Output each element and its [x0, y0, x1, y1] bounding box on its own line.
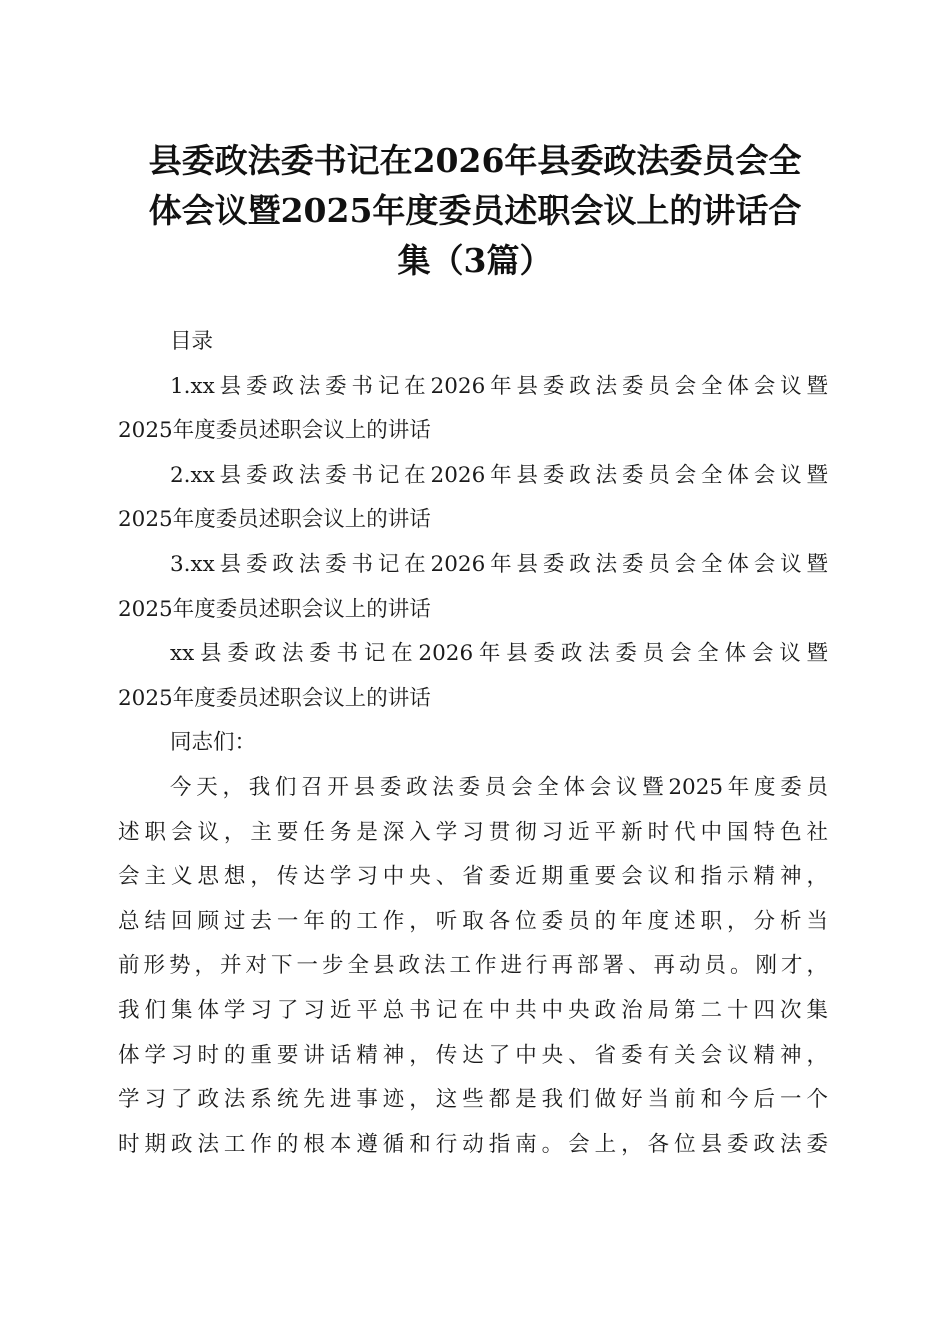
paragraph-line: 今天，我们召开县委政法委员会全体会议暨2025年度委员 [170, 774, 828, 800]
toc-item-2-line-2: 2025年度委员述职会议上的讲话 [118, 507, 431, 533]
paragraph-line: 会主义思想，传达学习中央、省委近期重要会议和指示精神， [118, 864, 828, 890]
document-body [118, 320, 828, 1167]
title-line-3: 集（3篇） [397, 241, 553, 280]
title-line-2: 体会议暨2025年度委员述职会议上的讲话合 [148, 191, 802, 230]
paragraph-line: 体学习时的重要讲话精神，传达了中央、省委有关会议精神， [118, 1042, 828, 1068]
toc-heading: 目录 [170, 329, 214, 354]
paragraph-line: 学习了政法系统先进事迹，这些都是我们做好当前和今后一个 [118, 1087, 828, 1113]
article-title-line-1: xx县委政法委书记在2026年县委政法委员会全体会议暨 [170, 641, 828, 667]
toc-item-3-line-2: 2025年度委员述职会议上的讲话 [118, 596, 431, 622]
paragraph-line: 总结回顾过去一年的工作，听取各位委员的年度述职，分析当 [118, 908, 828, 934]
salutation: 同志们： [170, 730, 257, 756]
toc-item-3-line-1: 3.xx县委政法委书记在2026年县委政法委员会全体会议暨 [170, 551, 828, 577]
paragraph-line: 时期政法工作的根本遵循和行动指南。会上，各位县委政法委 [118, 1131, 828, 1157]
paragraph-line: 我们集体学习了习近平总书记在中共中央政治局第二十四次集 [118, 997, 828, 1023]
paragraph-line: 述职会议，主要任务是深入学习贯彻习近平新时代中国特色社 [118, 819, 828, 845]
document-title [120, 136, 830, 286]
toc-item-1-line-1: 1.xx县委政法委书记在2026年县委政法委员会全体会议暨 [170, 373, 828, 399]
toc-item-1-line-2: 2025年度委员述职会议上的讲话 [118, 418, 431, 444]
toc-item-2-line-1: 2.xx县委政法委书记在2026年县委政法委员会全体会议暨 [170, 462, 828, 488]
article-title-line-2: 2025年度委员述职会议上的讲话 [118, 685, 431, 711]
title-line-1: 县委政法委书记在2026年县委政法委员会全 [148, 141, 802, 180]
paragraph-line: 前形势，并对下一步全县政法工作进行再部署、再动员。刚才， [118, 953, 828, 979]
